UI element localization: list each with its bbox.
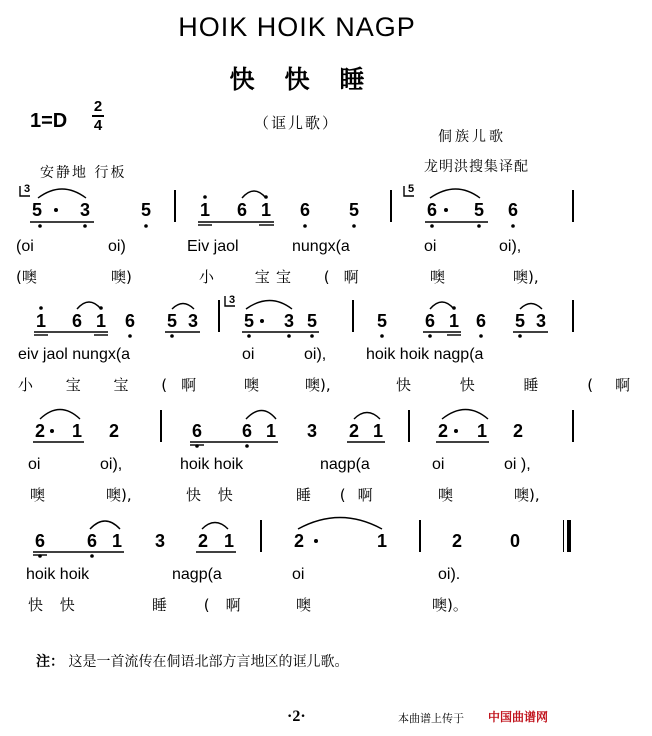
footnote-label: 注：: [36, 654, 64, 670]
lyric-syllable: 快 快 睡 (啊: [396, 376, 652, 394]
note: 5: [306, 311, 317, 331]
note: 6: [426, 200, 437, 220]
lyric-syllable: 噢: [438, 486, 454, 504]
note: 5: [348, 200, 359, 220]
lyric-syllable: 噢),: [513, 268, 539, 286]
lyric-syllable: 快 快: [186, 486, 239, 504]
slur: [354, 413, 380, 420]
lyric-syllable: nagp(a: [320, 456, 370, 473]
lyric-syllable: hoik hoik: [180, 456, 244, 473]
slur: [40, 410, 80, 420]
note: 5: [140, 200, 151, 220]
note: 1: [260, 200, 271, 220]
song-title: HOIK HOIK NAGP: [178, 12, 416, 42]
note: 2: [348, 421, 359, 441]
lyric-syllable: 噢: [244, 376, 260, 394]
slur: [77, 302, 101, 309]
lyric-syllable: oi: [292, 566, 305, 583]
song-title-chinese: 快快睡: [229, 65, 395, 94]
note: 2: [34, 421, 45, 441]
slur: [430, 302, 454, 309]
note: 6: [191, 421, 202, 441]
lyric-syllable: hoik hoik: [26, 566, 90, 583]
note: 1: [71, 421, 82, 441]
note: 1: [223, 531, 234, 551]
lyric-syllable: oi),: [304, 346, 327, 363]
slur: [442, 410, 488, 420]
note: 1: [376, 531, 387, 551]
lyric-syllable: 噢),: [514, 486, 540, 504]
note: 5: [514, 311, 525, 331]
note: 6: [124, 311, 135, 331]
site-logo[interactable]: 中国曲谱网: [488, 710, 549, 724]
lyric-syllable: oi): [108, 238, 126, 255]
slur: [298, 518, 382, 530]
grace-hook: [20, 186, 30, 196]
credit-ethnic-song: 侗族儿歌: [438, 129, 506, 145]
note: 3: [283, 311, 294, 331]
lyric-syllable: 小 宝: [199, 268, 288, 286]
note: 3: [187, 311, 198, 331]
uploader-label: 本曲谱上传于: [398, 712, 464, 725]
note: 6: [507, 200, 518, 220]
lyric-syllable: nungx(a: [292, 238, 350, 255]
lyric-syllable: oi),: [499, 238, 522, 255]
note: 3: [535, 311, 546, 331]
lyric-syllable: oi: [432, 456, 445, 473]
credit-collector: 龙明洪搜集译配: [424, 159, 529, 175]
lyric-syllable: oi: [424, 238, 437, 255]
lyric-syllable: 小 宝 宝 (啊: [18, 376, 211, 394]
note: 5: [473, 200, 484, 220]
note: 2: [512, 421, 523, 441]
note: 6: [299, 200, 310, 220]
footnote: [36, 651, 348, 671]
note: 5: [166, 311, 177, 331]
lyric-syllable: eiv jaol nungx(a: [18, 346, 131, 363]
lyric-syllable: 噢),: [305, 376, 331, 394]
lyric-syllable: hoik hoik nagp(a: [366, 346, 484, 363]
note: 1: [448, 311, 459, 331]
lyric-syllable: oi).: [438, 566, 461, 583]
note: 6: [475, 311, 486, 331]
note: 6: [241, 421, 252, 441]
grace-note: 5: [407, 183, 415, 195]
note: 5: [243, 311, 254, 331]
note: 2: [293, 531, 304, 551]
slur: [242, 191, 266, 198]
note: 1: [265, 421, 276, 441]
lyric-syllable: 噢: [430, 268, 446, 286]
note: 5: [31, 200, 42, 220]
lyric-syllable: 快 快: [28, 596, 81, 614]
lyric-syllable: 睡 (啊: [152, 596, 257, 614]
note: 1: [199, 200, 210, 220]
lyric-syllable: oi: [28, 456, 41, 473]
note: 1: [111, 531, 122, 551]
lyric-syllable: (噢: [16, 268, 37, 286]
slur: [172, 304, 194, 310]
slur: [90, 521, 120, 529]
note: 3: [79, 200, 90, 220]
lyric-syllable: 噢): [111, 268, 132, 286]
slur: [520, 304, 542, 310]
time-signature-bottom: 4: [93, 117, 103, 134]
footnote-text: 这是一首流传在侗语北部方言地区的诓儿歌。: [68, 654, 349, 670]
slur: [246, 301, 292, 310]
lyric-syllable: 宝 (啊: [276, 268, 373, 286]
note: 2: [197, 531, 208, 551]
lyric-syllable: oi: [242, 346, 255, 363]
lyric-syllable: (oi: [16, 238, 34, 255]
note: 2: [451, 531, 462, 551]
grace-hook: [225, 296, 235, 306]
tempo-marking: 安静地 行板: [40, 165, 127, 181]
lyric-syllable: nagp(a: [172, 566, 222, 583]
lyric-syllable: 睡 (啊: [296, 486, 385, 504]
lyric-syllable: 噢: [296, 596, 312, 614]
time-signature-top: 2: [93, 98, 103, 115]
lyric-syllable: 噢: [30, 486, 46, 504]
note: 6: [86, 531, 97, 551]
grace-note: 3: [228, 294, 236, 306]
note: 2: [108, 421, 119, 441]
note: 6: [34, 531, 45, 551]
grace-note: 3: [23, 183, 31, 195]
lyric-syllable: Eiv jaol: [187, 238, 239, 255]
note: 1: [95, 311, 106, 331]
page-number: ·2·: [287, 708, 306, 725]
lyric-syllable: oi),: [100, 456, 123, 473]
grace-hook: [404, 186, 414, 196]
genre-label: （诓儿歌）: [254, 114, 340, 132]
note: 3: [306, 421, 317, 441]
slur: [430, 189, 480, 198]
slur: [202, 523, 228, 530]
note: 6: [424, 311, 435, 331]
note: 3: [154, 531, 165, 551]
slur: [246, 411, 276, 420]
slur: [38, 189, 86, 198]
lyric-syllable: 噢),: [106, 486, 132, 504]
note: 2: [437, 421, 448, 441]
lyric-syllable: 噢)。: [432, 596, 468, 614]
note: 6: [71, 311, 82, 331]
note: 5: [376, 311, 387, 331]
note: 1: [35, 311, 46, 331]
note: 0: [509, 531, 520, 551]
lyric-syllable: oi ),: [504, 456, 531, 473]
note: 1: [476, 421, 487, 441]
note: 6: [236, 200, 247, 220]
note: 1: [372, 421, 383, 441]
key-signature: 1=D: [30, 110, 68, 132]
